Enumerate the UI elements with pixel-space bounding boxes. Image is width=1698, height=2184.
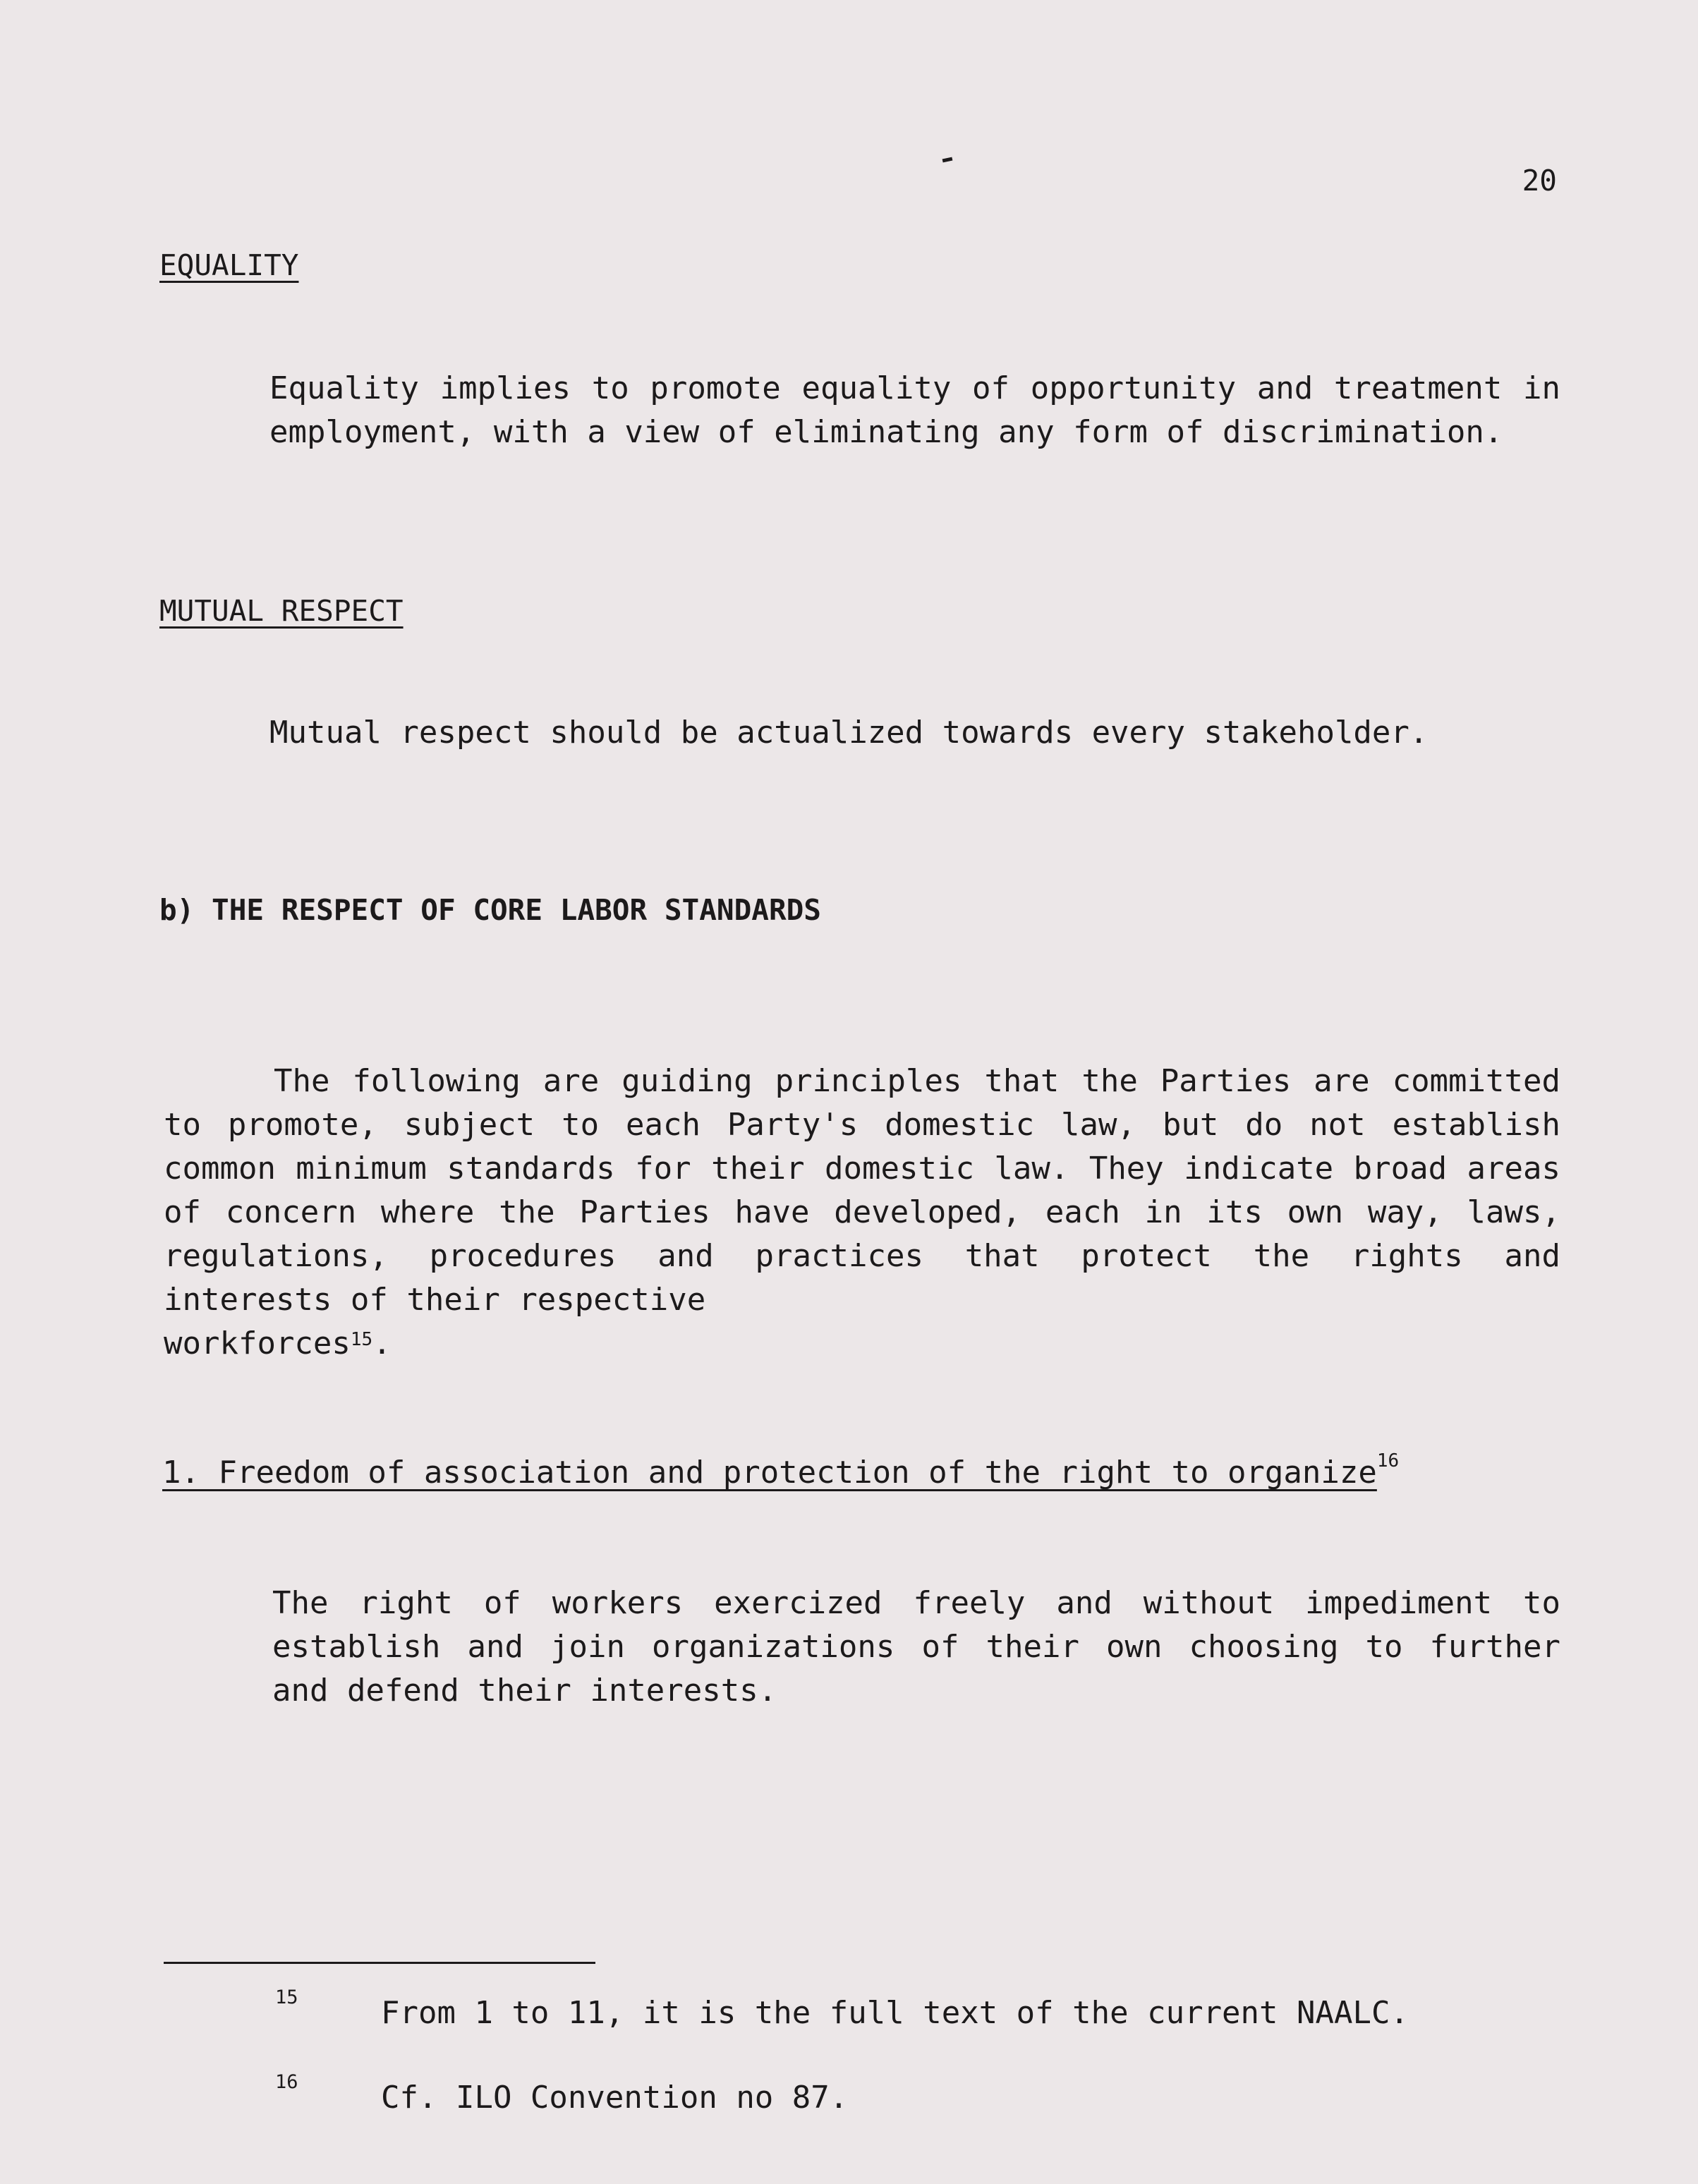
equality-paragraph: Equality implies to promote equality of opportunity and treatment in employment, with a view of eliminating any form of discrimination.: [269, 370, 1560, 450]
footnote-ref-16: 16: [1376, 1450, 1400, 1472]
page-number: 20: [1522, 164, 1557, 198]
workforces-word: workforces: [164, 1325, 351, 1361]
freedom-heading-text: 1. Freedom of association and protection of the right to organize: [162, 1455, 1377, 1491]
footnote-ref-15: 15: [350, 1329, 373, 1350]
mutual-respect-heading: MUTUAL RESPECT: [159, 594, 404, 628]
equality-heading: EQUALITY: [159, 248, 299, 282]
scan-mark: [942, 157, 953, 163]
footnote-text: From 1 to 11, it is the full text of the current NAALC.: [381, 1995, 1409, 2031]
freedom-of-association-heading: [162, 1450, 1400, 1491]
freedom-paragraph: The right of workers exercized freely and without impediment to establish and join organizations of their own choosing to further and defend their interests.: [272, 1585, 1560, 1709]
core-labor-last-line: [164, 1322, 1560, 1366]
footnote-text: Cf. ILO Convention no 87.: [381, 2080, 849, 2116]
core-labor-text: The following are guiding principles that the Parties are committed to promote, subject to each Party's domestic law, but do not establish common minimum standards for their domestic law. They indicate broad areas of concern where the Parties have developed, each in its own way, laws, regulations, procedures and practices that protect the rights and interests of their respective: [164, 1063, 1560, 1318]
core-labor-paragraph: [164, 1060, 1560, 1366]
footnote-separator: [164, 1962, 595, 1964]
core-labor-standards-heading: b) THE RESPECT OF CORE LABOR STANDARDS: [159, 893, 821, 927]
footnote-number: 16: [275, 2071, 298, 2093]
period: .: [372, 1325, 392, 1361]
mutual-respect-paragraph: Mutual respect should be actualized towards every stakeholder.: [269, 715, 1429, 751]
footnote-number: 15: [275, 1986, 298, 2008]
